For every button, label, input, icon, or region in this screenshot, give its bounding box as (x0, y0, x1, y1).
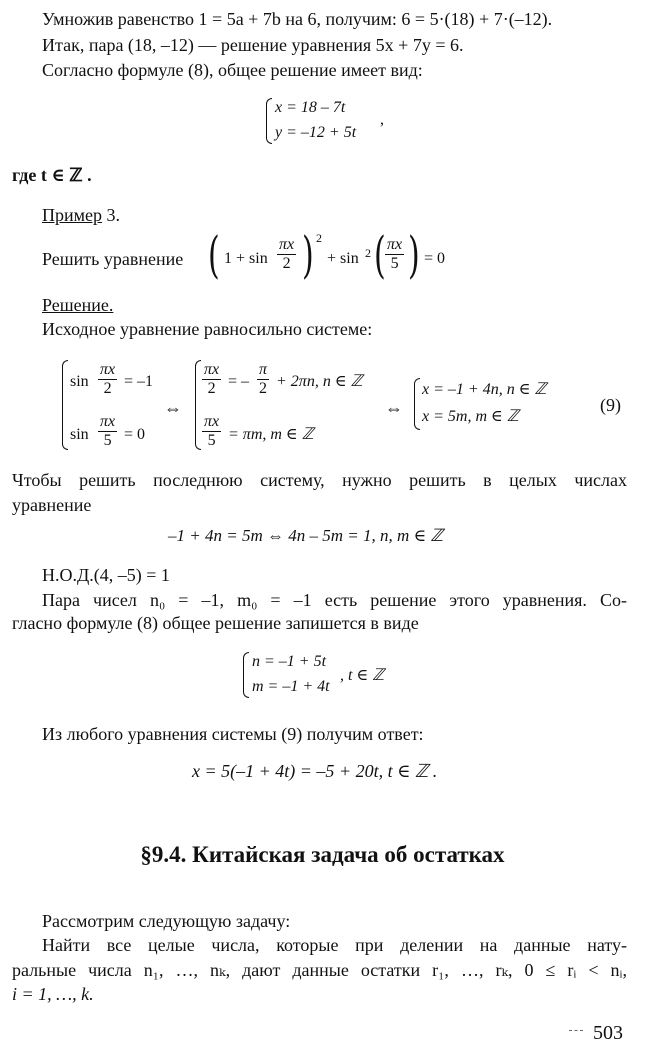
numerator: πx (204, 413, 220, 430)
diophantine-equation: –1 + 4n = 5m ⇔ 4n – 5m = 1, n, m ∈ ℤ (168, 526, 443, 545)
section-title: §9.4. Китайская задача об остатках (140, 842, 505, 867)
system-9-middle-brace (195, 360, 201, 450)
numerator: πx (100, 361, 116, 378)
denominator: 5 (390, 255, 399, 272)
right-paren-1: ) (302, 226, 314, 284)
equals-zero: = 0 (424, 250, 446, 267)
system-9-right-brace (414, 378, 420, 430)
system-2-row-2: m = –1 + 4t (252, 678, 330, 695)
fraction-pix-2-a (98, 361, 117, 398)
where-t-line: где t ∈ ℤ . (12, 165, 92, 185)
system-9-left-brace (62, 360, 68, 450)
sin-label-1: sin (70, 373, 89, 390)
text-line-2: Итак, пара (18, –12) — решение уравнения 5x + 7y = 6. (42, 35, 464, 55)
numerator: πx (387, 236, 403, 253)
denominator: 2 (282, 255, 291, 272)
denominator: 2 (259, 380, 267, 397)
eq-minus: = – (228, 373, 250, 390)
system-2-row-1: n = –1 + 5t (252, 653, 327, 670)
task-line-3: i = 1, …, k. (12, 984, 94, 1004)
example-heading (42, 204, 120, 226)
left-paren-2: ( (374, 226, 386, 284)
system-1-comma: , (380, 111, 384, 128)
fraction-pix-over-5 (385, 236, 404, 273)
sin-label-2: sin (70, 426, 89, 443)
square-exponent-1: 2 (316, 231, 322, 245)
numerator: πx (100, 413, 116, 430)
eq-pim: = πm, m ∈ ℤ (228, 426, 314, 443)
denominator: 5 (103, 432, 112, 449)
numerator: πx (279, 236, 295, 253)
task-line-2: ральные числа n₁, …, nₖ, дают данные остатки r₁, …, rₖ, 0 ≤ rᵢ < nᵢ, (12, 960, 627, 980)
numerator: πx (204, 361, 220, 378)
plus-sin: + sin (327, 250, 359, 267)
denominator: 2 (103, 380, 112, 397)
iff-arrow-1: ⇔ (164, 398, 182, 418)
fraction-pix-over-2 (277, 236, 296, 273)
solve-equation-label: Решить уравнение (42, 249, 184, 269)
example-label: Пример (42, 205, 103, 225)
page-number-dash (569, 1030, 583, 1031)
equation-number-9: (9) (600, 395, 621, 415)
fraction-pix-5-a (98, 413, 117, 450)
denominator: 2 (207, 380, 216, 397)
consider-line: Рассмотрим следующую задачу: (42, 911, 291, 931)
text-line-3: Согласно формуле (8), общее решение имеет вид: (42, 60, 423, 80)
page-number: 503 (593, 1022, 623, 1044)
solution-label: Решение. (42, 295, 114, 315)
pair-line-2: гласно формуле (8) общее решение запишется в виде (12, 613, 419, 633)
right-paren-2: ) (408, 226, 420, 284)
fraction-pix-2-b (202, 361, 221, 398)
from-any-line: Из любого уравнения системы (9) получим ответ: (42, 724, 424, 744)
eq-zero-2: = 0 (124, 426, 146, 443)
numerator: π (259, 361, 268, 378)
x-row-2: x = 5m, m ∈ ℤ (422, 408, 519, 425)
iff-arrow-2: ⇔ (385, 398, 403, 418)
system-1-brace (266, 98, 272, 144)
to-solve-line-2: уравнение (12, 495, 92, 515)
system-1-row-2: y = –12 + 5t (275, 124, 357, 141)
plus-2pin: + 2πn, n ∈ ℤ (276, 373, 363, 390)
system-2-tail: , t ∈ ℤ (340, 667, 385, 684)
answer-line: x = 5(–1 + 4t) = –5 + 20t, t ∈ ℤ . (192, 761, 438, 781)
text-line-1: Умножив равенство 1 = 5a + 7b на 6, получим: 6 = 5·(18) + 7·(–12). (42, 9, 553, 29)
eq-minus-one: = –1 (124, 373, 154, 390)
system-2-brace (243, 652, 249, 698)
pair-line-1: Пара чисел n₀ = –1, m₀ = –1 есть решение этого уравнения. Со- (42, 590, 627, 610)
to-solve-line-1: Чтобы решить последнюю систему, нужно решить в целых числах (12, 470, 627, 490)
x-row-1: x = –1 + 4n, n ∈ ℤ (422, 381, 547, 398)
task-line-1: Найти все целые числа, которые при делении на данные нату- (42, 935, 627, 955)
square-exponent-2: 2 (365, 246, 371, 260)
left-paren-1: ( (208, 226, 220, 284)
equiv-system-line: Исходное уравнение равносильно системе: (42, 319, 373, 339)
gcd-line: Н.О.Д.(4, –5) = 1 (42, 565, 170, 585)
system-1-row-1: x = 18 – 7t (275, 99, 346, 116)
one-plus-sin: 1 + sin (224, 250, 268, 267)
example-number: 3. (102, 205, 121, 225)
denominator: 5 (207, 432, 216, 449)
fraction-pi-over-2 (257, 361, 269, 398)
fraction-pix-5-b (202, 413, 221, 450)
